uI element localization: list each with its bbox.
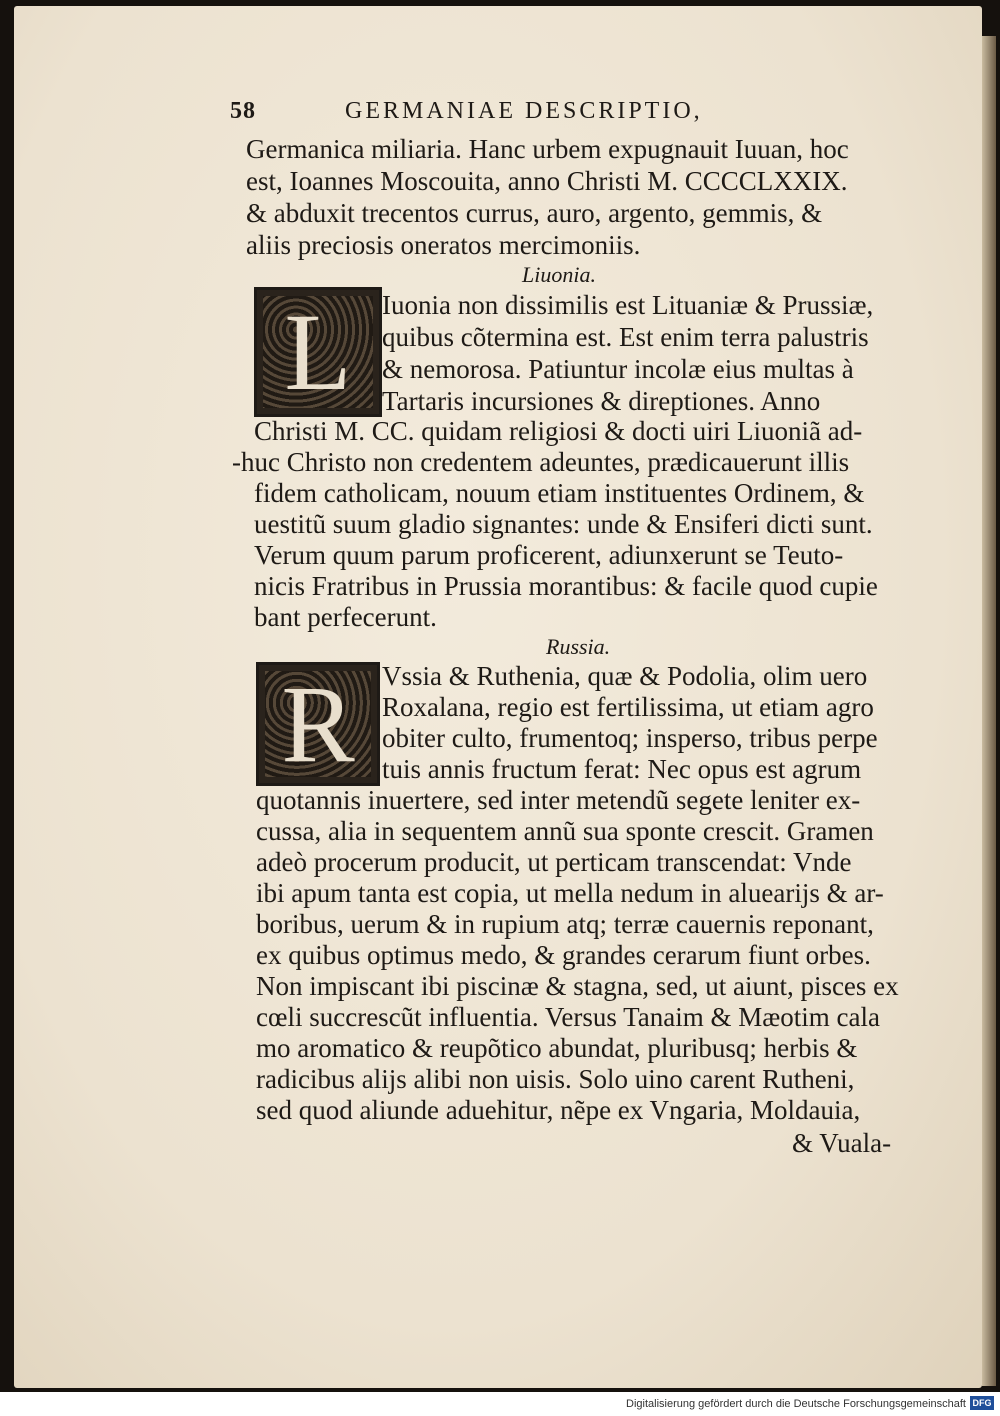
dfg-logo: DFG — [970, 1396, 994, 1410]
text-line: radicibus alijs alibi non uisis. Solo uino carent Rutheni, — [256, 1064, 855, 1094]
text-line: Tartaris incursiones & direptiones. Anno — [382, 386, 821, 416]
text-line: boribus, uerum & in rupium atq; terræ cauernis reponant, — [256, 909, 874, 939]
text-line: bant perfecerunt. — [254, 602, 437, 632]
text-line: Roxalana, regio est fertilissima, ut etiam agro — [382, 692, 874, 722]
text-line: mo aromatico & reupõtico abundat, pluribusq; herbis & — [256, 1033, 858, 1063]
text-line: Vssia & Ruthenia, quæ & Podolia, olim uero — [382, 661, 868, 691]
text-line: & abduxit trecentos currus, auro, argento, gemmis, & — [246, 198, 823, 228]
page-edge — [982, 36, 996, 1386]
section-heading-livonia: Liuonia. — [522, 262, 596, 287]
page-header — [230, 98, 790, 132]
text-line: sed quod aliunde aduehitur, nẽpe ex Vngaria, Moldauia, — [256, 1095, 861, 1125]
text-line: tuis annis fructum ferat: Nec opus est agrum — [382, 754, 862, 784]
text-line: Germanica miliaria. Hanc urbem expugnauit Iuuan, hoc — [246, 134, 849, 164]
text-line: Verum quum parum proficerent, adiunxerunt se Teuto- — [254, 540, 844, 570]
text-line: ibi apum tanta est copia, ut mella nedum in aluearijs & ar- — [256, 878, 884, 908]
text-line: quibus cõtermina est. Est enim terra palustris — [382, 322, 869, 352]
running-title: GERMANIAE DESCRIPTIO, — [345, 98, 703, 124]
text-line: cœli succrescũt influentia. Versus Tanaim & Mæotim cala — [256, 1002, 880, 1032]
text-line: uestitũ suum gladio signantes: unde & Ensiferi dicti sunt. — [254, 509, 873, 539]
decorated-initial-r — [256, 662, 380, 786]
text-line: & nemorosa. Patiuntur incolæ eius multas à — [382, 354, 854, 384]
text-line: fidem catholicam, nouum etiam instituentes Ordinem, & — [254, 478, 865, 508]
text-line: cussa, alia in sequentem annũ sua sponte crescit. Gramen — [256, 816, 874, 846]
text-line: Iuonia non dissimilis est Lituaniæ & Prussiæ, — [382, 290, 874, 320]
text-line: quotannis inuertere, sed inter metendũ segete leniter ex- — [256, 785, 861, 815]
dfg-credit-text: Digitalisierung gefördert durch die Deutsche Forschungsgemeinschaft — [626, 1398, 966, 1410]
catchword: & Vuala- — [792, 1128, 892, 1158]
text-line: nicis Fratribus in Prussia morantibus: & facile quod cupie — [254, 571, 878, 601]
text-line: Non impiscant ibi piscinæ & stagna, sed, ut aiunt, pisces ex — [256, 971, 899, 1001]
page-number: 58 — [230, 98, 256, 124]
text-line: Christi M. CC. quidam religiosi & docti uiri Liuoniã ad- — [254, 416, 863, 446]
text-line: -huc Christo non credentem adeuntes, prædicauerunt illis — [232, 447, 850, 477]
digitization-footer — [0, 1392, 1000, 1416]
text-line: aliis preciosis oneratos mercimoniis. — [246, 230, 641, 260]
decorated-initial-l — [254, 287, 382, 417]
initial-letter: L — [284, 291, 352, 413]
text-line: ex quibus optimus medo, & grandes cerarum fiunt orbes. — [256, 940, 871, 970]
text-line: adeò procerum producit, ut perticam transcendat: Vnde — [256, 847, 852, 877]
text-line: est, Ioannes Moscouita, anno Christi M. CCCCLXXIX. — [246, 166, 848, 196]
text-line: obiter culto, frumentoq; insperso, tribus perpe — [382, 723, 878, 753]
section-heading-russia: Russia. — [546, 634, 611, 659]
initial-letter: R — [281, 663, 355, 785]
